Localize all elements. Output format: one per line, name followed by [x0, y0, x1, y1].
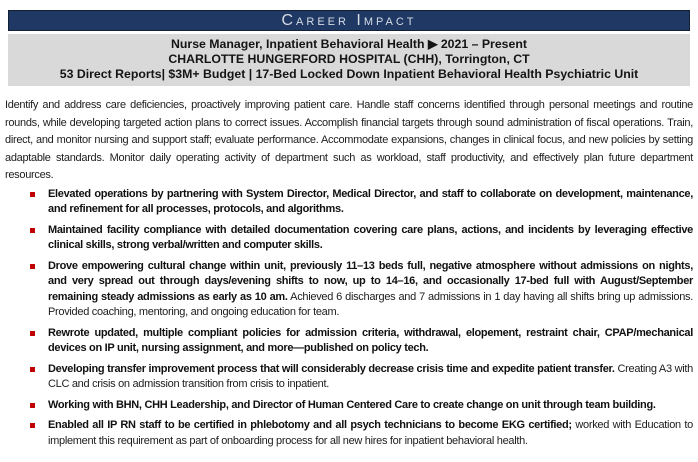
- bullet-text: [48, 327, 693, 355]
- bullet-square-icon: [30, 192, 35, 197]
- section-title-bar: [8, 10, 690, 31]
- list-item: [48, 362, 693, 393]
- bullet-regular-text: Achieved 6 discharges and 7 admissions in 1 day having all shifts bring up admissions. Provided coaching, mentoring, and ongoing education for team.: [48, 290, 693, 318]
- bullet-square-icon: [30, 228, 35, 233]
- bullet-square-icon: [30, 423, 35, 428]
- bullet-text: [48, 260, 693, 319]
- bullet-bold-text: Developing transfer improvement process that will considerably decrease crisis time and expedite patient transfer.: [48, 362, 615, 375]
- position-employer: CHARLOTTE HUNGERFORD HOSPITAL (CHH), Torrington, CT: [168, 52, 530, 66]
- bullet-bold-text: Drove empowering cultural change within unit, previously 11–13 beds full, negative atmosphere without admissions on nights, and very spread out through days/evening shifts to now, up to 14–16, and occasionally 17-bed full with August/September remaining steady admissions as early as 10 am.: [48, 259, 693, 303]
- bullet-text: [48, 399, 656, 411]
- bullet-text: [48, 363, 693, 391]
- bullet-regular-text: worked with Education to implement this requirement as part of onboarding process for all new hires for inpatient behavioral health.: [48, 419, 693, 447]
- position-scope: 53 Direct Reports| $3M+ Budget | 17-Bed Locked Down Inpatient Behavioral Health Psychiatric Unit: [59, 67, 639, 81]
- bullet-bold-text: Enabled all IP RN staff to be certified in phlebotomy and all psych technicians to become EKG certified;: [48, 419, 572, 431]
- bullet-bold-text: Maintained facility compliance with detailed documentation covering care plans, actions, and incidents by leveraging effective clinical skills, strong verbal/written and computer skills.: [48, 223, 693, 251]
- accomplishments-list: [0, 187, 698, 450]
- bullet-bold-text: Working with BHN, CHH Leadership, and Director of Human Centered Care to create change on unit through team building.: [48, 398, 656, 411]
- list-item: [48, 187, 693, 218]
- list-item: [48, 259, 693, 321]
- list-item: [48, 223, 693, 254]
- list-item: [48, 326, 693, 357]
- bullet-regular-text: Creating A3 with CLC and crisis on admission transition from crisis to inpatient.: [48, 362, 693, 390]
- section-title: Career Impact: [281, 12, 417, 29]
- bullet-text: [48, 419, 693, 447]
- role-summary-paragraph: Identify and address care deficiencies, proactively improving patient care. Handle staff concerns identified through personal meetings and routine rounds, while developing targeted action plans to correct issues. Accomplish financial targets through sound administration of fiscal operations. Train, direct, and monitor nursing and support staff; evaluate performance. Accommodate expansions, changes in clinical focus, and new policies by setting adaptable standards. Monitor daily operating activity of department such as workload, staff productivity, and effectively plan future department resources.: [5, 99, 693, 181]
- resume-career-impact-section: [0, 10, 698, 462]
- position-header-card: [8, 34, 690, 86]
- bullet-square-icon: [30, 367, 35, 372]
- bullet-square-icon: [30, 331, 35, 336]
- bullet-square-icon: [30, 264, 35, 269]
- bullet-bold-text: Elevated operations by partnering with System Director, Medical Director, and staff to collaborate on development, maintenance, and refinement for all processes, protocols, and algorithms.: [48, 187, 693, 215]
- list-item: [48, 398, 693, 414]
- bullet-square-icon: [30, 403, 35, 408]
- bullet-bold-text: Rewrote updated, multiple compliant policies for admission criteria, withdrawal, elopement, restraint chair, CPAP/mechanical devices on IP unit, nursing assignment, and more—published on policy tech.: [48, 326, 693, 354]
- bullet-text: [48, 224, 693, 252]
- position-role-and-dates: Nurse Manager, Inpatient Behavioral Health ▶ 2021 – Present: [171, 37, 527, 51]
- list-item: [48, 418, 693, 449]
- bullet-text: [48, 188, 693, 216]
